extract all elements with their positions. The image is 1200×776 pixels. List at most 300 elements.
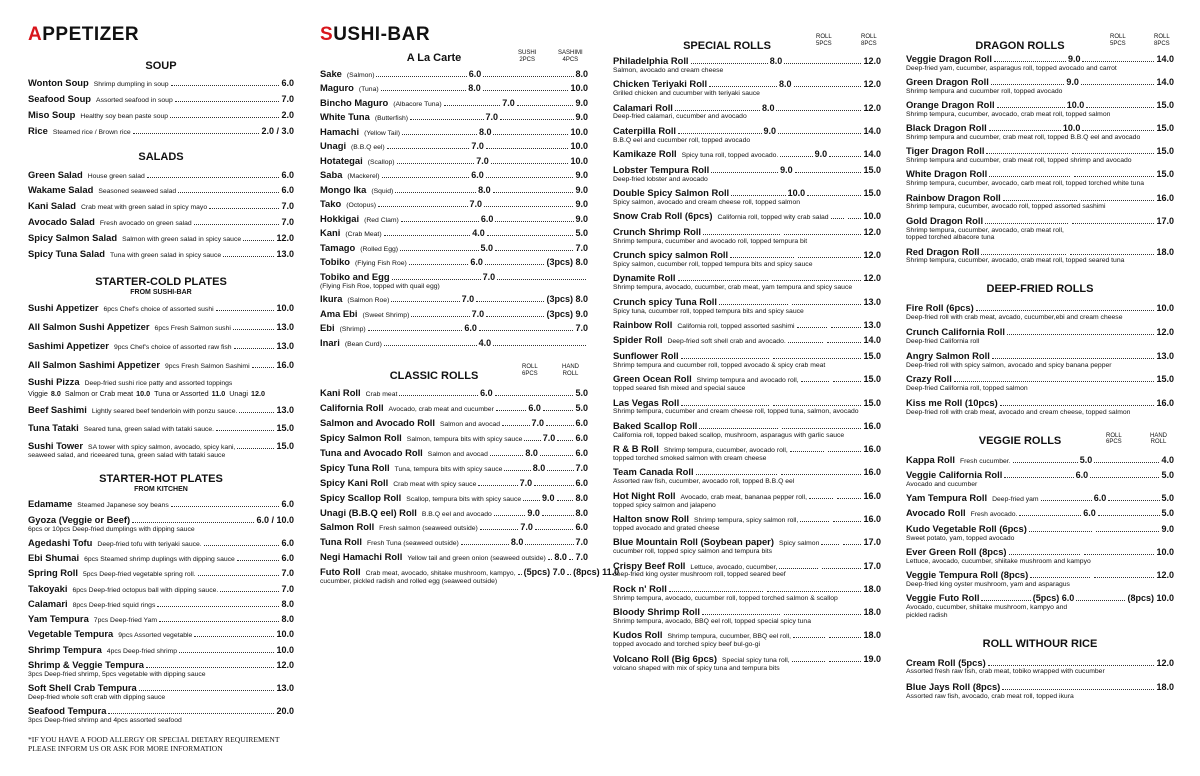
leader-dots [1096, 524, 1159, 532]
menu-item [28, 303, 294, 314]
leader-dots [400, 243, 478, 251]
menu-item-line [906, 247, 1174, 258]
menu-item-name: California Roll [320, 402, 384, 414]
menu-item-price-small: 6.0 [528, 403, 541, 414]
menu-item-price: 15.0 [276, 422, 294, 433]
menu-item [906, 193, 1174, 212]
menu-item-line [613, 514, 881, 525]
leader-dots [1081, 77, 1155, 85]
menu-item-name: Salmon and Avocado Roll [320, 417, 435, 429]
leader-dots [711, 165, 778, 173]
leader-dots [992, 351, 1155, 359]
hdr-line: 8PCS [861, 40, 877, 47]
menu-item-line [320, 98, 588, 109]
price-header-1 [1106, 433, 1122, 446]
leader-dots [557, 433, 573, 441]
menu-item-name: Ever Green Roll (8pcs) [906, 545, 1007, 557]
menu-item [613, 514, 881, 533]
hdr-line: 2PCS [519, 56, 536, 63]
menu-item-line [28, 360, 294, 371]
menu-item-name: Kudos Roll [613, 629, 663, 641]
menu-item-name: Gyoza (Veggie or Beef) [28, 513, 131, 525]
menu-item [28, 185, 294, 196]
menu-item-line [320, 478, 588, 489]
menu-item-desc: Assorted seafood in soup [96, 96, 173, 104]
leader-dots [1030, 570, 1090, 578]
menu-item-line [28, 126, 294, 137]
menu-item-detail: Sweet potato, yam, topped avocado [906, 534, 1015, 542]
leader-dots [678, 273, 768, 281]
menu-item-name: Sushi Appetizer [28, 301, 99, 313]
menu-item-desc: 6pcs Deep-fried octopus ball with dipping sauce. [72, 586, 219, 594]
leader-dots [495, 243, 573, 251]
menu-item-detail: Deep-fried whole soft crab with dipping sauce [28, 693, 166, 701]
menu-item [613, 165, 881, 184]
menu-item-detail: 3pcs Deep-fried shrimp, 5pcs vegetable with dipping sauce [28, 670, 206, 678]
menu-item-detail: Shrimp tempura, cucumber, avocado, crab meat roll, [906, 226, 1064, 234]
price-header-2 [861, 34, 877, 47]
menu-item [906, 493, 1174, 504]
leader-dots [220, 584, 279, 592]
menu-item [320, 69, 588, 80]
menu-item-desc: Salmon and avocad [439, 421, 501, 429]
menu-item-price: 2.0 / 3.0 [261, 125, 294, 136]
menu-item-price-large: 7.0 [575, 323, 588, 334]
menu-item-price: 6.0 / 10.0 [256, 514, 294, 525]
menu-item [613, 561, 881, 580]
menu-item [320, 323, 588, 334]
menu-item [613, 297, 881, 316]
menu-item-desc: Lettuce, avocado, cucumber, [690, 563, 778, 571]
menu-item [320, 309, 588, 320]
menu-item-price: 10.0 [276, 644, 294, 655]
menu-item-desc: Deep-fried soft shell crab and avocado. [667, 338, 786, 346]
menu-item-name: Kani [320, 227, 341, 239]
menu-item [906, 398, 1174, 417]
leader-dots [829, 630, 861, 638]
menu-item-price-large: 18.0 [1156, 682, 1174, 693]
menu-item-detail-2: topped torched albacore tuna [906, 234, 995, 242]
leader-dots [821, 537, 839, 545]
menu-item-line [320, 433, 588, 444]
hdr-line: ROLL [1150, 439, 1167, 446]
menu-item-line [906, 658, 1174, 669]
menu-item-detail: Grilled chicken and cucumber with teriyaki sauce [613, 90, 760, 98]
title-first-letter: S [320, 24, 334, 45]
menu-item [320, 537, 588, 548]
section-heading: A La Carte [406, 52, 462, 64]
menu-item-price: 12.0 [276, 233, 294, 244]
leader-dots [175, 94, 280, 102]
menu-item-name: Snow Crab Roll (6pcs) [613, 210, 713, 222]
leader-dots [792, 654, 825, 662]
leader-dots [485, 257, 545, 265]
menu-item-price-large: 8.0 [575, 492, 588, 503]
menu-item [320, 418, 588, 429]
leader-dots [829, 654, 862, 662]
menu-item-name: Edamame [28, 498, 73, 510]
section-heading: DRAGON ROLLS [975, 40, 1065, 52]
menu-item-name: Veggie California Roll [906, 469, 1003, 481]
menu-item [320, 199, 588, 210]
menu-item-price-large: 15.0 [1156, 146, 1175, 157]
menu-item-detail: topped avocado and torched spicy beef bul-go-gi [613, 641, 760, 649]
menu-item [320, 112, 588, 123]
leader-dots [139, 683, 275, 691]
leader-dots [797, 320, 827, 328]
menu-item-name: Kani Roll [320, 387, 361, 399]
menu-item-line [906, 493, 1174, 504]
hdr-line: ROLL [522, 364, 538, 371]
menu-item [613, 444, 881, 463]
menu-item-line [320, 448, 588, 459]
menu-item [28, 584, 294, 595]
leader-dots [171, 78, 280, 86]
menu-item-line [906, 216, 1174, 227]
menu-item-desc: (Butterfish) [374, 115, 409, 123]
menu-item-detail: Deep-fried California roll, topped salmon [906, 385, 1028, 393]
menu-item-name: Baked Scallop Roll [613, 419, 698, 431]
menu-item [28, 441, 294, 460]
menu-item-desc: Deep-fried tofu with teriyaki sauce. [97, 540, 202, 548]
menu-item-name: Orange Dragon Roll [906, 99, 995, 111]
menu-item-desc: Fresh Tuna (seaweed outside) [367, 540, 459, 548]
menu-item-line [320, 338, 588, 349]
leader-dots [988, 658, 1155, 666]
section-title [320, 24, 588, 46]
menu-item [320, 294, 588, 305]
menu-item-line [906, 77, 1174, 88]
menu-item-price-large: 5.0 [1161, 493, 1175, 504]
menu-item-name: Miso Soup [28, 108, 76, 120]
leader-dots [223, 249, 274, 257]
hdr-line: SUSHI [518, 50, 537, 56]
menu-item-name: Bloody Shrimp Roll [613, 606, 700, 618]
menu-item-detail-2: (Flying Fish Roe, topped with quail egg) [320, 282, 440, 290]
leader-dots [798, 250, 862, 258]
menu-item [613, 273, 881, 292]
menu-item-line [28, 110, 294, 121]
menu-item-line [28, 553, 294, 564]
leader-dots [792, 297, 861, 305]
menu-item-price-large: 13.0 [863, 319, 881, 330]
menu-item-line [28, 377, 294, 387]
menu-item-price-large: 5.0 [575, 228, 588, 239]
menu-item-name: Rice [28, 124, 48, 136]
menu-item-detail: topped avocado and grated cheese [613, 524, 720, 532]
menu-item-name: Calamari Roll [613, 101, 673, 113]
menu-item-line [320, 294, 588, 305]
menu-item-price-large: 9.0 [575, 112, 589, 123]
leader-dots [696, 467, 777, 475]
menu-item-price-large: 12.0 [1156, 569, 1174, 580]
leader-dots [702, 607, 780, 615]
leader-dots [517, 98, 574, 106]
menu-item-name: Cream Roll (5pcs) [906, 656, 986, 668]
menu-item-name: Spring Roll [28, 567, 78, 579]
menu-item [906, 455, 1174, 466]
menu-item-price-large: 5.0 [1161, 470, 1174, 481]
menu-item-price-large: 12.0 [863, 273, 882, 284]
leader-dots [1072, 146, 1154, 154]
menu-item-price: 10.0 [276, 629, 294, 640]
menu-item-line [28, 423, 294, 434]
menu-item [28, 599, 294, 610]
menu-item [320, 388, 588, 399]
menu-item-name: Red Dragon Roll [906, 245, 980, 257]
menu-item-line [613, 126, 881, 137]
menu-item-desc: (Flying Fish Roe) [355, 260, 407, 268]
menu-item-detail: Deep-fried California roll [906, 337, 980, 345]
menu-item-desc: Fresh avocado on green salad [99, 220, 192, 228]
menu-item-desc: 9pcs Chef's choice of assorted raw fish [113, 343, 232, 351]
menu-item-name: Sashimi Appetizer [28, 339, 109, 351]
leader-dots [384, 228, 471, 236]
menu-item-desc: Scallop, tempura bits with spicy sauce [406, 495, 522, 503]
menu-item-name: Avocado Roll [906, 507, 966, 519]
menu-item-line [320, 309, 588, 320]
menu-item-desc: Crab meat with green salad in spicy mayo [80, 204, 208, 212]
menu-item-line [28, 706, 294, 717]
leader-dots [1007, 327, 1155, 335]
leader-dots [557, 493, 574, 501]
menu-item-detail: Deep-fried roll with crab meat, avocado and cream cheese, topped salmon [906, 408, 1131, 416]
leader-dots [376, 69, 466, 77]
menu-item-price: 7.0 [281, 201, 294, 212]
menu-item-line [28, 405, 294, 416]
section-heading: CLASSIC ROLLS [389, 370, 479, 383]
menu-item-name: Angry Salmon Roll [906, 349, 990, 361]
menu-item-desc: 6pcs Chef's choice of assorted sushi [103, 305, 214, 313]
menu-item-name: Calamari [28, 597, 68, 609]
menu-item-line [28, 538, 294, 549]
menu-item-name: Spider Roll [613, 334, 663, 346]
menu-item [906, 123, 1174, 142]
menu-item-price-small: 6.0 [464, 323, 477, 334]
menu-item-name: Yam Tempura Roll [906, 492, 988, 504]
menu-item-line [320, 243, 588, 254]
hdr-line: ROLL [1110, 34, 1126, 40]
menu-item [28, 538, 294, 549]
menu-item-price-large: 15.0 [863, 374, 881, 385]
menu-item-price-small: 7.0 [469, 199, 483, 210]
section-heading: SOUP [145, 60, 177, 72]
menu-item-name: Takoyaki [28, 582, 68, 594]
menu-item [613, 351, 881, 370]
menu-item-desc: 6pcs Steamed shrimp duplings with dipping sauce [84, 556, 235, 563]
section-heading: SALADS [138, 150, 184, 163]
menu-item-line [613, 537, 881, 548]
menu-item-price-small: 5.0 [1079, 454, 1093, 465]
menu-item-name: Crunch Shrimp Roll [613, 225, 702, 237]
menu-item-price-small: 8.0 [510, 537, 524, 548]
menu-item-name: Salmon Roll [320, 521, 375, 533]
menu-item-line [613, 491, 881, 502]
menu-item [906, 146, 1174, 165]
menu-item-price-small: 8.0 [478, 126, 492, 137]
leader-dots [209, 201, 279, 209]
menu-item-price-large: (3pcs) 8.0 [546, 257, 589, 268]
leader-dots [794, 79, 862, 87]
menu-item-line [906, 570, 1174, 581]
leader-dots [391, 294, 459, 302]
menu-item-name: Vegetable Tempura [28, 628, 114, 640]
leader-dots [1019, 508, 1081, 516]
menu-item-line [906, 398, 1174, 409]
leader-dots [487, 228, 574, 236]
menu-item [28, 110, 294, 121]
menu-item-desc: Shrimp dumpling in soup [93, 81, 169, 88]
menu-item-price-large: 15.0 [1156, 374, 1174, 385]
menu-item [906, 247, 1174, 266]
section-heading: ROLL WITHOUR RICE [982, 637, 1098, 650]
leader-dots [989, 169, 1070, 177]
leader-dots [788, 335, 823, 343]
menu-item-line [613, 103, 881, 114]
leader-dots [981, 247, 1066, 255]
menu-item-price-small: 6.0 [480, 213, 494, 224]
leader-dots [461, 537, 509, 545]
menu-item-price-large: 16.0 [1156, 192, 1175, 203]
menu-item-line [28, 441, 294, 452]
menu-item-detail: Shrimp tempura, cucumber, avocado, crab meat roll, topped salmon [906, 111, 1111, 119]
menu-item-price-large: (8pcs) 11.0 [573, 567, 620, 578]
menu-item-price-small: (5pcs) 7.0 [523, 567, 566, 578]
menu-item [613, 467, 881, 486]
menu-item-detail: Shrimp tempura, avocado, cucumber, crab meat, yam tempura and spicy sauce [613, 284, 853, 292]
menu-item-line [28, 170, 294, 181]
menu-item-line [28, 614, 294, 625]
menu-item-name: All Salmon Sashimi Appetizer [28, 358, 160, 370]
menu-item-price-large: 17.0 [863, 537, 881, 548]
menu-item-price-large: 15.0 [1156, 100, 1174, 111]
menu-item-line [320, 388, 588, 399]
menu-item-price-large: 10.0 [863, 211, 882, 222]
menu-item-desc: 9pcs Assorted vegetable [118, 632, 193, 640]
leader-dots [410, 112, 483, 120]
menu-item-line [28, 94, 294, 105]
menu-item-line [906, 524, 1174, 535]
menu-item [613, 79, 881, 98]
menu-item-desc: (Red Clam) [364, 216, 399, 224]
menu-item-detail: Salmon, avocado and cream cheese [613, 66, 724, 74]
menu-item-name: Lobster Tempura Roll [613, 163, 710, 175]
menu-item [613, 584, 881, 603]
section-subheading: FROM SUSHI-BAR [130, 288, 192, 296]
menu-item-name: Wonton Soup [28, 77, 89, 88]
menu-item-detail-2: cucumber, pickled radish and rolled egg (seaweed outside) [320, 578, 498, 585]
menu-item [613, 250, 881, 269]
leader-dots [669, 584, 763, 592]
leader-dots [994, 54, 1066, 62]
leader-dots [523, 493, 540, 501]
menu-item-name: Ebi Shumai [28, 552, 80, 563]
menu-item-line [28, 341, 294, 352]
menu-item [28, 360, 294, 371]
menu-item-desc: Steamed Japanese soy beans [77, 502, 169, 510]
menu-item-desc: 7pcs Deep-fried Yam [93, 617, 158, 625]
menu-item [613, 188, 881, 207]
menu-item-line [320, 199, 588, 210]
leader-dots [525, 537, 573, 545]
menu-item-price-small: 7.0 [471, 308, 485, 319]
menu-item-price-small: 6.0 [1083, 508, 1096, 519]
leader-dots [147, 170, 280, 178]
leader-dots [1002, 682, 1154, 690]
menu-item-line [28, 185, 294, 196]
menu-item [28, 377, 294, 397]
menu-item-price-small: 10.0 [787, 187, 806, 198]
leader-dots [402, 127, 477, 135]
menu-item-price-large: 18.0 [863, 607, 882, 618]
menu-item-price: 8.0 [281, 614, 294, 625]
leader-dots [382, 170, 470, 178]
price-header-2 [1150, 433, 1167, 446]
menu-item-price: 7.0 [281, 93, 294, 104]
menu-item-price: 6.0 [281, 185, 294, 196]
menu-item [320, 566, 620, 586]
menu-item-price: 10.0 [276, 302, 294, 313]
menu-item-price: 20.0 [276, 706, 294, 717]
menu-item-name: Green Dragon Roll [906, 76, 989, 88]
menu-item-desc: 6pcs Fresh Salmon sushi [154, 324, 231, 332]
menu-item-line [613, 467, 881, 478]
menu-item-name: Tuna Roll [320, 536, 363, 548]
menu-item-price-large: 16.0 [863, 513, 881, 524]
menu-item [320, 214, 588, 225]
menu-item-price-large: 16.0 [863, 444, 882, 455]
leader-dots [1086, 100, 1154, 108]
menu-item-desc: Healthy soy bean paste soup [80, 112, 169, 120]
leader-dots [1094, 570, 1154, 578]
leader-dots [772, 273, 862, 281]
section-subheading: FROM KITCHEN [134, 486, 188, 494]
menu-item [906, 570, 1174, 589]
menu-item-price-large: 7.0 [575, 242, 588, 253]
menu-item-line [613, 335, 881, 346]
menu-item-name: Gold Dragon Roll [906, 214, 984, 226]
leader-dots [237, 441, 274, 449]
menu-item-price-large: 12.0 [863, 226, 881, 237]
leader-dots [1094, 455, 1159, 463]
menu-item-name: Ama Ebi [320, 307, 358, 319]
menu-item-price-small: 7.0 [461, 294, 475, 305]
menu-item-price-large: 10.0 [1156, 546, 1174, 557]
menu-item-detail: Shrimp tempura and cucumber roll, topped avocado & spicy crab meat [613, 361, 826, 369]
menu-item-line [320, 112, 588, 123]
menu-item-line [613, 250, 881, 261]
menu-item-price-large: 14.0 [863, 125, 881, 136]
menu-item-name: Tiger Dragon Roll [906, 145, 985, 157]
menu-item-line [906, 123, 1174, 134]
menu-item-price-small: 7.0 [531, 418, 545, 429]
leader-dots [681, 398, 769, 406]
menu-item-line [28, 499, 294, 510]
menu-item-line [613, 165, 881, 176]
menu-item-price-small: 10.0 [1066, 100, 1085, 111]
leader-dots [216, 303, 275, 311]
menu-item-desc: 8pcs Deep-fried squid rings [72, 601, 156, 609]
menu-item [906, 100, 1174, 119]
menu-item-detail: Spicy salmon, cucumber roll, topped tempura bits and spicy sauce [613, 260, 813, 268]
leader-dots [479, 323, 574, 331]
menu-item-price: 13.0 [276, 249, 294, 260]
menu-item-price-large: 12.0 [863, 56, 882, 66]
menu-item-detail: Deep-fried lobster and avocado [613, 175, 708, 183]
menu-item-desc: California roll, topped assorted sashimi [677, 322, 795, 330]
menu-item-price-large: (3pcs) 8.0 [546, 294, 588, 305]
menu-item-price-large: 6.0 [575, 447, 588, 458]
